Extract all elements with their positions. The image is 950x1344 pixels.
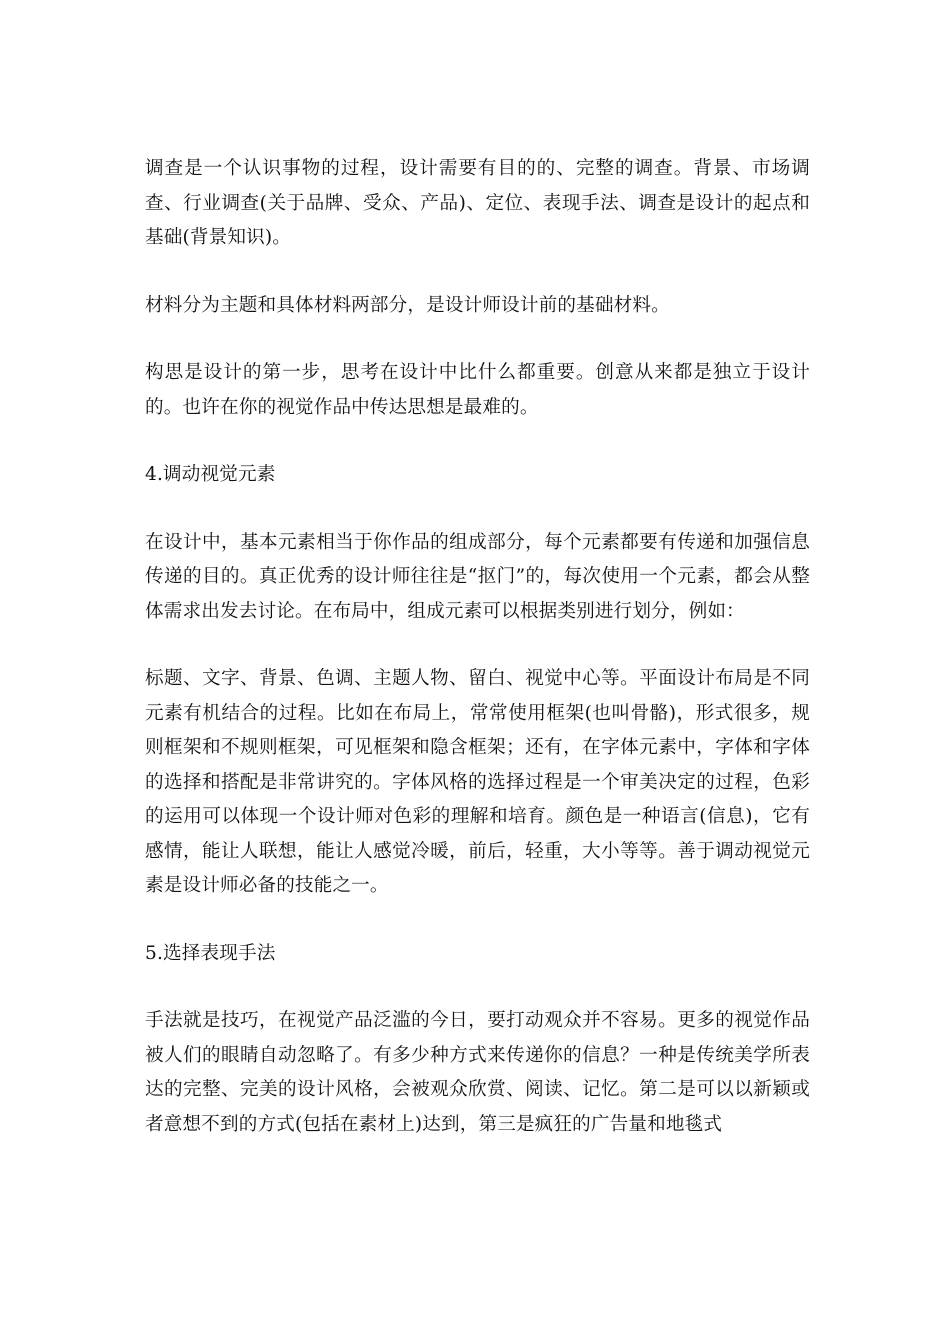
paragraph-research: 调查是一个认识事物的过程，设计需要有目的的、完整的调查。背景、市场调查、行业调查(关于品牌、受众、产品)、定位、表现手法、调查是设计的起点和基础(背景知识)。 (145, 158, 810, 248)
paragraph-concept: 构思是设计的第一步，思考在设计中比什么都重要。创意从来都是独立于设计的。也许在你的视觉作品中传达思想是最难的。 (145, 362, 810, 418)
section-heading-visual-elements: 4.调动视觉元素 (145, 464, 276, 485)
document-body (145, 152, 810, 1142)
paragraph-layout-elements: 标题、文字、背景、色调、主题人物、留白、视觉中心等。平面设计布局是不同元素有机结合的过程。比如在布局上，常常使用框架(也叫骨骼)，形式很多，规则框架和不规则框架，可见框架和隐含框架；还有，在字体元素中，字体和字体的选择和搭配是非常讲究的。字体风格的选择过程是一个审美决定的过程，色彩的运用可以体现一个设计师对色彩的理解和培育。颜色是一种语言(信息)，它有感情，能让人联想，能让人感觉冷暖，前后，轻重，大小等等。善于调动视觉元素是设计师必备的技能之一。 (145, 668, 810, 896)
section-heading-expression-techniques: 5.选择表现手法 (145, 942, 276, 964)
paragraph-materials: 材料分为主题和具体材料两部分，是设计师设计前的基础材料。 (145, 294, 670, 316)
paragraph-basic-elements: 在设计中，基本元素相当于你作品的组成部分，每个元素都要有传递和加强信息传递的目的。真正优秀的设计师往往是“抠门”的，每次使用一个元素，都会从整体需求出发去讨论。在布局中，组成元素可以根据类别进行划分，例如： (145, 531, 810, 622)
paragraph-techniques: 手法就是技巧，在视觉产品泛滥的今日，要打动观众并不容易。更多的视觉作品被人们的眼睛自动忽略了。有多少种方式来传递你的信息？一种是传统美学所表达的完整、完美的设计风格，会被观众欣赏、阅读、记忆。第二是可以以新颖或者意想不到的方式(包括在素材上)达到，第三是疯狂的广告量和地毯式 (145, 1010, 810, 1135)
